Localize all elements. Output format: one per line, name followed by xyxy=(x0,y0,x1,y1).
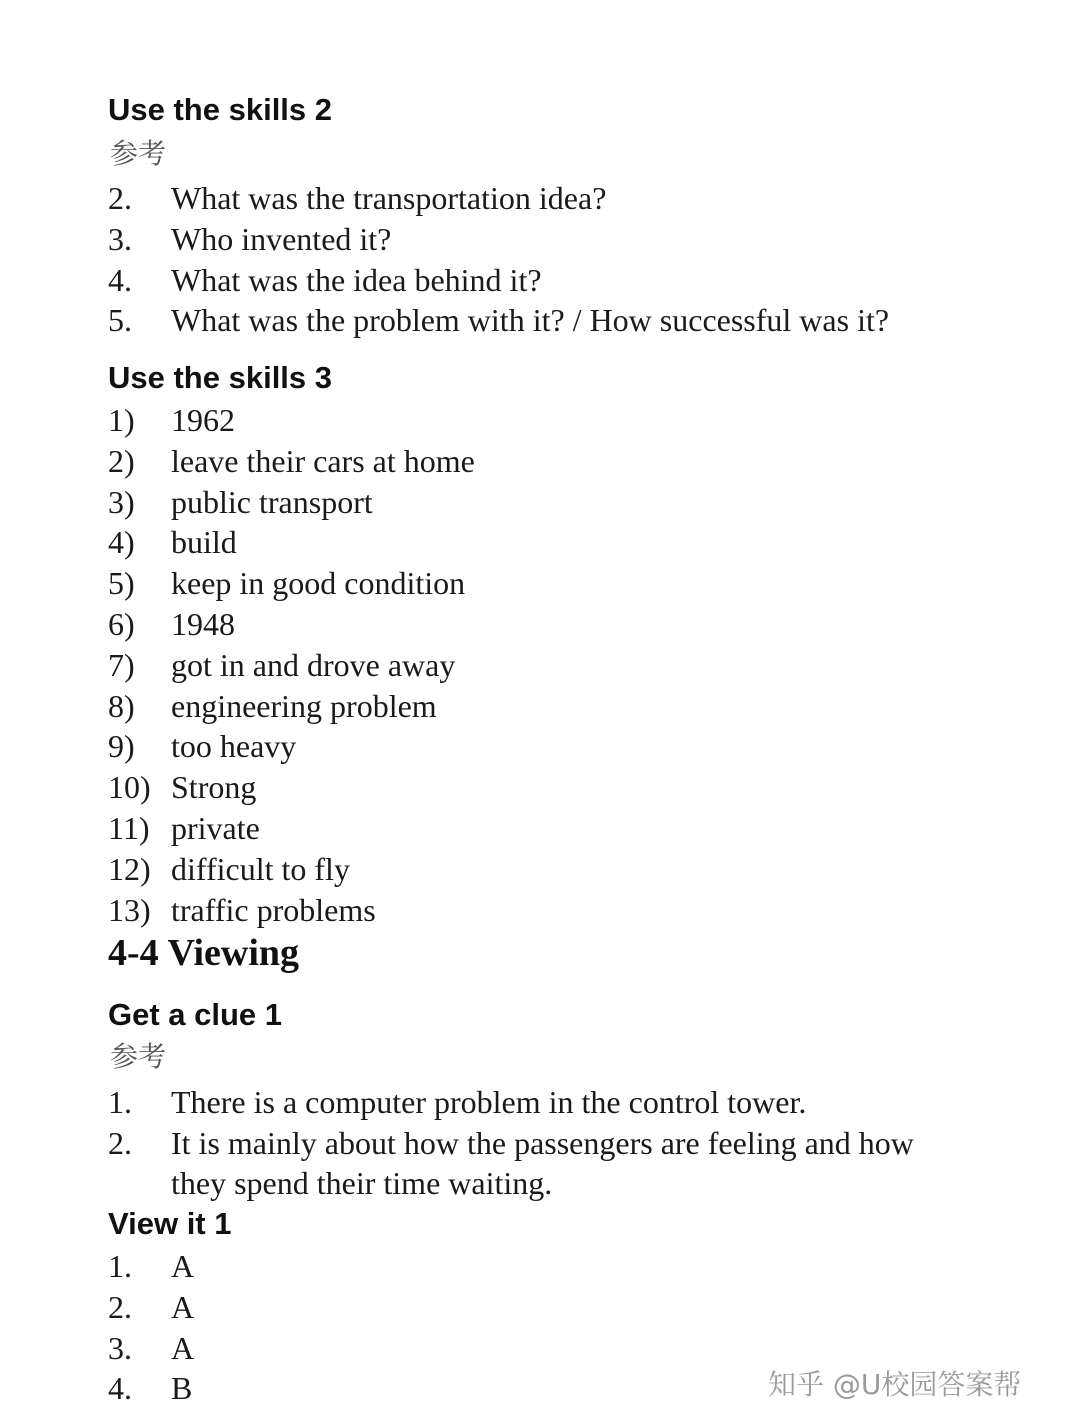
watermark: 知乎 @U校园答案帮 xyxy=(768,1368,1022,1401)
reference-label: 参考 xyxy=(110,1040,167,1073)
heading-viewing: 4-4 Viewing xyxy=(108,932,300,974)
document-page: Use the skills 2 参考 2. What was the transportation idea? 3. Who invented it? 4. What was the idea behind it? 5. What was the problem with it? / How successful was it? Use the skills 3 1) 1962 2) leave their cars at home 3) public transport 4) build 5) keep in good condition 6) 1948 7) got in and drove away 8) engineering problem 9) too heavy 10) Strong 11) private 12) difficult to fly 13) traffic problems 4-4 Viewing Get a clue 1 参考 1. There is a computer problem in the control tower. 2. It is mainly about how the passengers are feeling and how they spend their time waiting. View it 1 1. A 2. A 3. A 4. B 知乎 @U校园答案帮 xyxy=(108,92,1022,1407)
heading-use-the-skills-2: Use the skills 2 xyxy=(108,92,333,127)
heading-view-it-1: View it 1 xyxy=(108,1206,232,1241)
reference-label: 参考 xyxy=(110,137,167,170)
heading-use-the-skills-3: Use the skills 3 xyxy=(108,360,333,395)
heading-get-a-clue-1: Get a clue 1 xyxy=(108,997,283,1032)
